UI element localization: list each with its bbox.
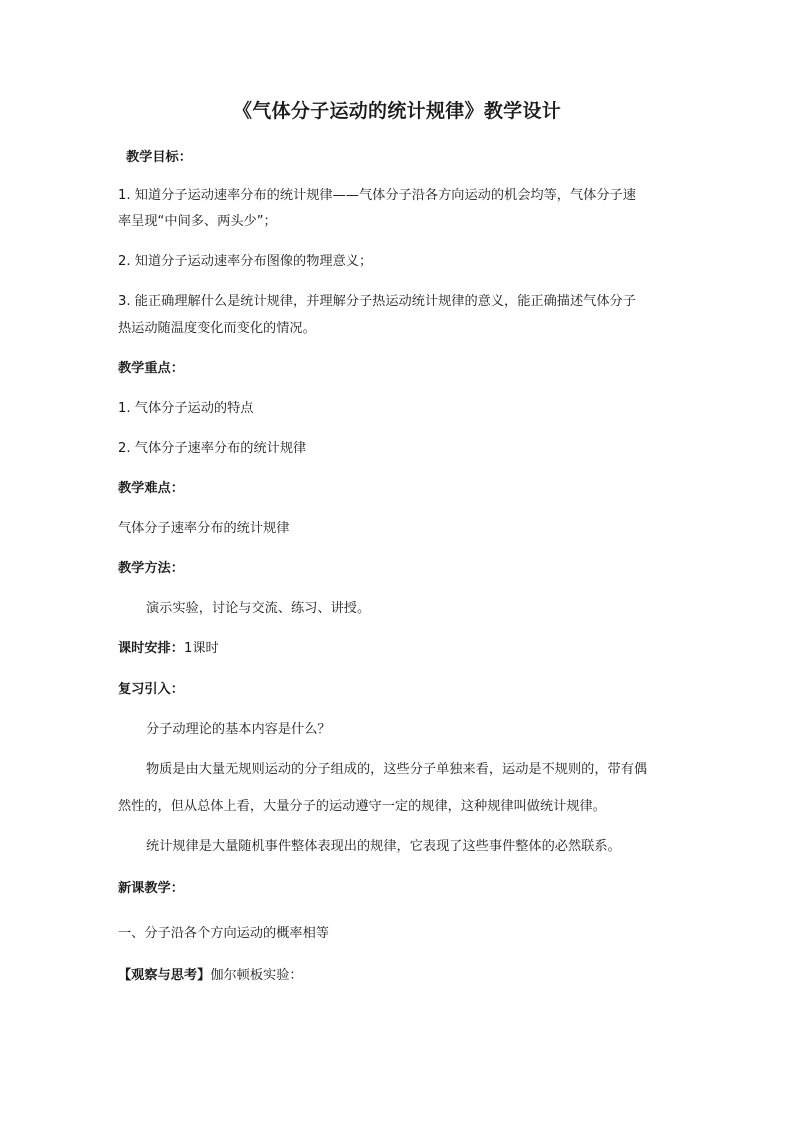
difficulties-heading: 教学难点： [118, 481, 184, 496]
observe-text: 伽尔顿板实验： [210, 968, 303, 983]
schedule-heading: 课时安排： [118, 641, 184, 656]
key-points-heading: 教学重点： [118, 361, 184, 376]
section-1-heading: 一、分子沿各个方向运动的概率相等 [118, 926, 329, 941]
methods-heading: 教学方法： [118, 561, 184, 576]
schedule-line [118, 637, 678, 661]
observe-line [118, 964, 678, 988]
key-point-1: 1. 气体分子运动的特点 [118, 401, 254, 416]
observe-label: 【观察与思考】 [118, 968, 211, 983]
new-lesson-heading: 新课教学： [118, 881, 184, 896]
review-para-2: 统计规律是大量随机事件整体表现出的规律，它表现了这些事件整体的必然联系。 [146, 839, 621, 854]
review-heading: 复习引入： [118, 682, 184, 697]
objective-3-line-1: 3. 能正确理解什么是统计规律，并理解分子热运动统计规律的意义，能正确描述气体分子 [118, 294, 636, 309]
objective-1-line-1: 1. 知道分子运动速率分布的统计规律——气体分子沿各方向运动的机会均等，气体分子速 [118, 188, 636, 203]
review-para-1-line-1: 物质是由大量无规则运动的分子组成的，这些分子单独来看，运动是不规则的，带有偶 [146, 762, 648, 777]
review-question: 分子动理论的基本内容是什么？ [146, 722, 331, 737]
objective-2: 2. 知道分子运动速率分布图像的物理意义； [118, 254, 373, 269]
schedule-text: 1课时 [183, 641, 219, 656]
document-title: 《气体分子运动的统计规律》教学设计 [232, 100, 562, 122]
methods-text: 演示实验，讨论与交流、练习、讲授。 [146, 601, 371, 616]
objectives-heading: 教学目标： [126, 150, 192, 165]
key-point-2: 2. 气体分子速率分布的统计规律 [118, 441, 307, 456]
review-para-1-line-2: 然性的，但从总体上看，大量分子的运动遵守一定的规律，这种规律叫做统计规律。 [118, 799, 606, 814]
objective-3-line-2: 热运动随温度变化而变化的情况。 [118, 321, 316, 336]
objective-1-line-2: 率呈现“中间多、两头少”； [118, 214, 277, 229]
difficulties-text: 气体分子速率分布的统计规律 [118, 521, 290, 536]
